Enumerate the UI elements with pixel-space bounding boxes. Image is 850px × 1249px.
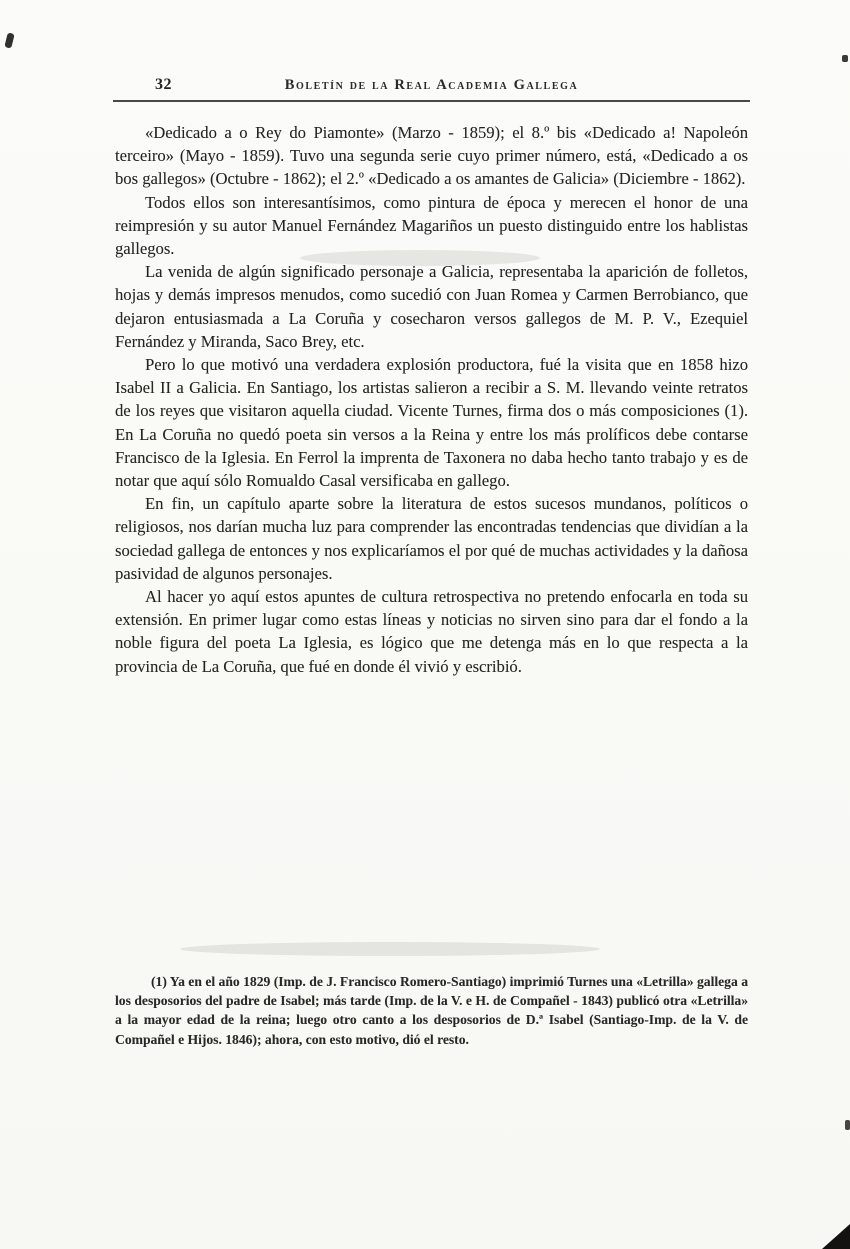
paragraph-apuntes-cultura: Al hacer yo aquí estos apuntes de cultura retrospectiva no pretendo enfocarla en toda su extensión. En primer lugar como estas líneas y noticias no sirven sino para dar el fondo a la noble figura del poeta La Iglesia, es lógico que me detenga más en lo que respecta a la provincia de La Coruña, que fué en donde él vivió y escribió.: [115, 587, 748, 676]
paragraph-dedications: «Dedicado a o Rey do Piamonte» (Marzo - 1859); el 8.º bis «Dedicado a! Napoleón terceiro» (Mayo - 1859). Tuvo una segunda serie cuyo primer número, está, «Dedicado a os bos gallegos» (Octubre - 1862); el 2.º «Dedicado a os amantes de Galicia» (Diciembre - 1862).: [115, 123, 748, 189]
scan-smudge: [300, 250, 540, 266]
paragraph-isabel-visit: Pero lo que motivó una verdadera explosión productora, fué la visita que en 1858 hizo Isabel II a Galicia. En Santiago, los artistas salieron a recibir a S. M. llevando veinte retratos de los reyes que visitaron aquella ciudad. Vicente Turnes, firma dos o más composiciones (1). En La Coruña no quedó poeta sin versos a la Reina y entre los más prolíficos debe contarse Francisco de la Iglesia. En Ferrol la imprenta de Taxonera no daba hecho tanto trabajo y es de notar que aquí sólo Romualdo Casal versificaba en gallego.: [115, 355, 748, 491]
page-number: 32: [155, 76, 172, 93]
running-header: [115, 76, 748, 94]
footnote-block: [115, 972, 748, 1049]
footnote-text: (1) Ya en el año 1829 (Imp. de J. Francisco Romero-Santiago) imprimió Turnes una «Letrilla» gallega a los desposorios del padre de Isabel; más tarde (Imp. de la V. e H. de Compañel - 1843) publicó otra «Letrilla» a la mayor edad de la reina; luego otro canto a los desposorios de D.ª Isabel (Santiago-Imp. de la V. de Compañel e Hijos. 1846); ahora, con esto motivo, dió el resto.: [115, 974, 748, 1047]
paragraph-personajes: La venida de algún significado personaje a Galicia, representaba la aparición de folletos, hojas y demás impresos menudos, como sucedió con Juan Romea y Carmen Berrobianco, que dejaron entusiasmada a La Coruña y cosecharon versos gallegos de M. P. V., Ezequiel Fernández y Miranda, Saco Brey, etc.: [115, 262, 748, 351]
paragraph-capitulo-aparte: En fin, un capítulo aparte sobre la literatura de estos sucesos mundanos, políticos o religiosos, nos darían mucha luz para comprender las encontradas tendencias que dividían a la sociedad gallega de entonces y nos explicaríamos el por qué de muchas actividades y la dañosa pasividad de algunos personajes.: [115, 494, 748, 583]
scan-smudge: [180, 942, 600, 956]
scan-artifact-corner: [822, 1224, 850, 1249]
scan-artifact-top-right: [842, 55, 848, 62]
header-rule: [113, 100, 750, 102]
page-body: [115, 121, 748, 678]
scan-artifact-right-edge: [845, 1120, 850, 1130]
scan-artifact-top-left: [4, 32, 14, 48]
header-title: Boletín de la Real Academia Gallega: [284, 77, 579, 93]
paragraph-reimpression: Todos ellos son interesantísimos, como pintura de época y merecen el honor de una reimpresión y su autor Manuel Fernández Magariños un puesto distinguido entre los hablistas gallegos.: [115, 192, 748, 259]
